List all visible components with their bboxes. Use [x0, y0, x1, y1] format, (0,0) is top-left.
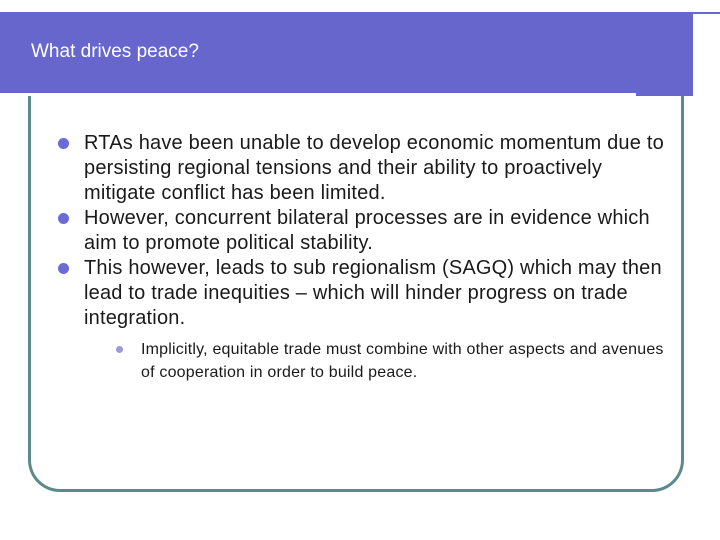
bullet-item: [58, 131, 668, 206]
bullet-dot-icon: [58, 213, 69, 224]
bullet-text: RTAs have been unable to develop economic momentum due to persisting regional tensions and their ability to proactively mitigate conflict has been limited.: [84, 132, 664, 204]
slide-title: What drives peace?: [31, 41, 199, 62]
bullet-item: [58, 206, 668, 256]
sub-bullet-dot-icon: [116, 346, 123, 353]
bullet-item: [58, 256, 668, 384]
bullet-list: [58, 131, 668, 384]
bullet-dot-icon: [58, 138, 69, 149]
sub-bullet-text: Implicitly, equitable trade must combine with other aspects and avenues of cooperation in order to build peace.: [141, 341, 664, 381]
bullet-text: However, concurrent bilateral processes are in evidence which aim to promote political stability.: [84, 207, 650, 254]
title-bar-top-rule: [693, 12, 720, 14]
sub-bullet-item: [114, 338, 668, 384]
sub-bullet-list: [84, 338, 668, 384]
bullet-text: This however, leads to sub regionalism (SAGQ) which may then lead to trade inequities – which will hinder progress on trade integration.: [84, 257, 662, 329]
bullet-dot-icon: [58, 263, 69, 274]
